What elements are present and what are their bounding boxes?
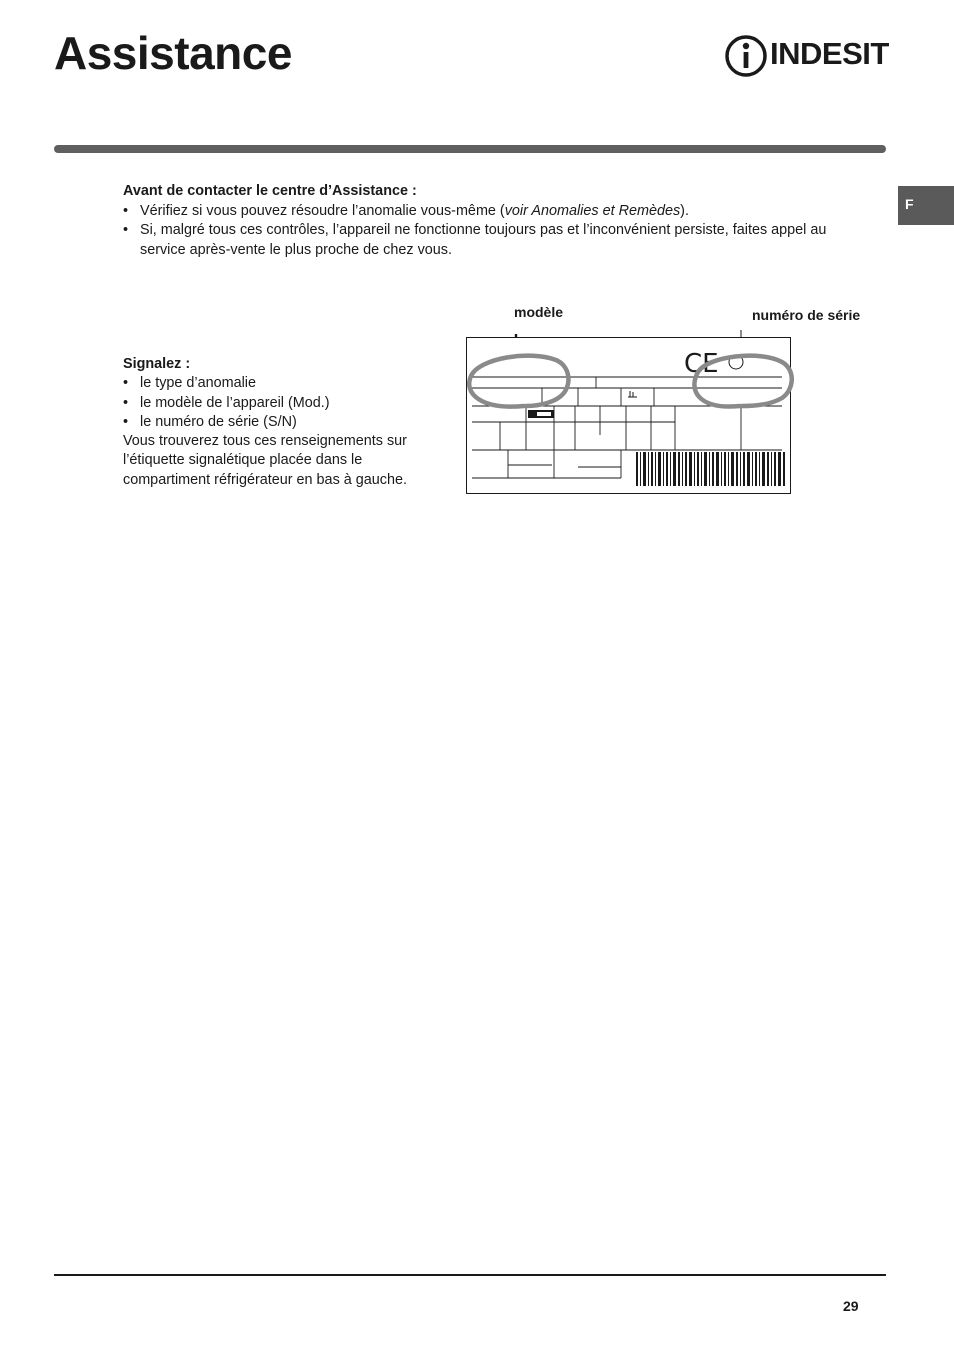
page-number: 29 xyxy=(843,1298,859,1314)
list-item xyxy=(123,202,873,222)
item1-text: Vérifiez si vous pouvez résoudre l’anomalie vous-même ( xyxy=(140,202,505,219)
item1-italic-ref: voir Anomalies et Remèdes xyxy=(504,202,681,219)
list-item: • le numéro de série (S/N) xyxy=(123,413,443,432)
signal-heading: Signalez : xyxy=(123,356,191,372)
logo-wordmark: INDESIT xyxy=(770,36,889,71)
ce-mark-icon: CE xyxy=(684,349,719,379)
snowflake-icon xyxy=(528,410,554,418)
list-item: • le type d’anomalie xyxy=(123,374,443,393)
signal-list xyxy=(123,374,443,432)
page-title: Assistance xyxy=(54,27,292,79)
indesit-logo xyxy=(724,34,888,78)
language-tab: F xyxy=(898,186,954,225)
rating-plate-diagram xyxy=(460,330,800,500)
before-contact-heading: Avant de contacter le centre d’Assistance : xyxy=(123,183,417,199)
top-rule xyxy=(54,145,886,153)
list-item: • Si, malgré tous ces contrôles, l’appareil ne fonctionne toujours pas et l’inconvénient persiste, faites appel au service après-vente le plus proche de chez vous. xyxy=(123,221,873,260)
signal-paragraph: Vous trouverez tous ces renseignements sur l’étiquette signalétique placée dans le compartiment réfrigérateur en bas à gauche. xyxy=(123,433,407,488)
item1-end: ). xyxy=(680,202,689,219)
before-contact-list xyxy=(123,202,873,261)
serial-number-label: numéro de série xyxy=(752,307,861,323)
signal-section xyxy=(123,355,443,490)
before-contact-section xyxy=(123,182,873,260)
bottom-rule xyxy=(54,1274,886,1276)
model-label: modèle xyxy=(514,304,564,320)
list-item: • le modèle de l’appareil (Mod.) xyxy=(123,394,443,413)
indesit-logo-icon xyxy=(724,34,768,78)
